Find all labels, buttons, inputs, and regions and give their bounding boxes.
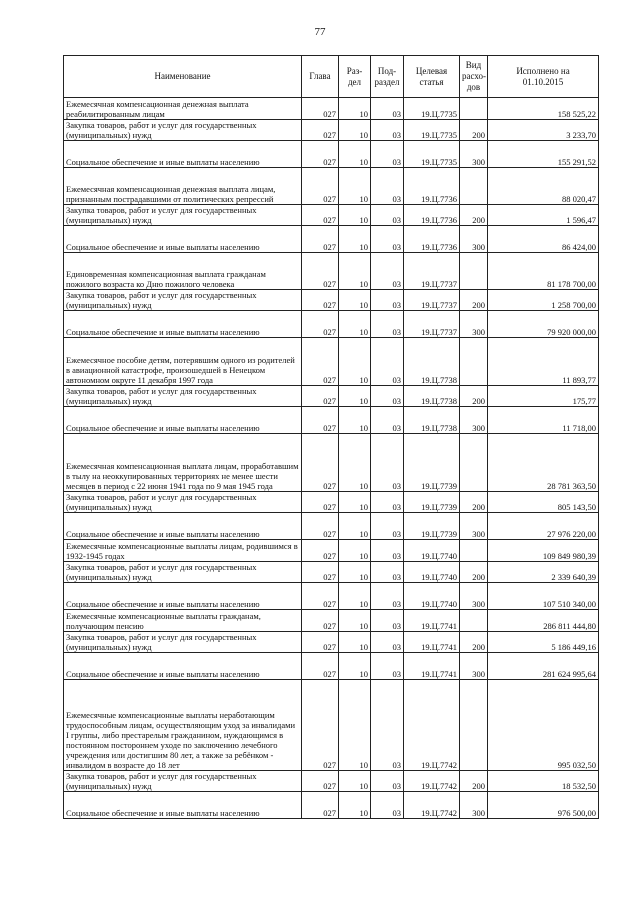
row-name-text: Ежемесячные компенсационные выплаты лицам, родившимся в 1932-1945 годах [66, 541, 298, 561]
table-row [64, 792, 599, 819]
row-name-text: Ежемесячная компенсационная денежная выплата реабилитированным лицам [66, 99, 249, 119]
header-expense-type: Вид расхо- дов [460, 56, 488, 98]
row-target: 19.Ц.7742 [404, 680, 460, 771]
row-subsection: 03 [371, 610, 404, 632]
row-expense-type: 200 [460, 771, 488, 792]
row-chapter: 027 [302, 98, 339, 120]
row-expense-type: 300 [460, 226, 488, 253]
row-name-text: Закупка товаров, работ и услуг для государственных (муниципальных) нужд [66, 386, 257, 406]
table-row [64, 386, 599, 407]
table-row [64, 513, 599, 540]
row-chapter: 027 [302, 632, 339, 653]
row-executed: 27 976 220,00 [488, 513, 599, 540]
row-name-text: Единовременная компенсационная выплата гражданам пожилого возраста ко Дню пожилого человека [66, 269, 266, 289]
table-row [64, 311, 599, 338]
row-name-text: Социальное обеспечение и иные выплаты населению [66, 529, 260, 539]
row-chapter: 027 [302, 653, 339, 680]
row-name [64, 98, 302, 120]
row-executed: 18 532,50 [488, 771, 599, 792]
table-row [64, 253, 599, 290]
row-expense-type [460, 680, 488, 771]
table-header-row [64, 56, 599, 98]
row-name-text: Ежемесячные компенсационные выплаты гражданам, получающим пенсию [66, 611, 261, 631]
row-chapter: 027 [302, 290, 339, 311]
row-executed: 155 291,52 [488, 141, 599, 168]
row-name-text: Закупка товаров, работ и услуг для государственных (муниципальных) нужд [66, 771, 257, 791]
row-name-text: Закупка товаров, работ и услуг для государственных (муниципальных) нужд [66, 120, 257, 140]
row-expense-type [460, 610, 488, 632]
row-target: 19.Ц.7741 [404, 632, 460, 653]
row-subsection: 03 [371, 120, 404, 141]
row-section: 10 [339, 771, 371, 792]
row-section: 10 [339, 583, 371, 610]
table-row [64, 407, 599, 434]
row-name-text: Социальное обеспечение и иные выплаты населению [66, 808, 260, 818]
row-subsection: 03 [371, 226, 404, 253]
row-name-text: Закупка товаров, работ и услуг для государственных (муниципальных) нужд [66, 290, 257, 310]
row-expense-type: 300 [460, 583, 488, 610]
budget-execution-table [63, 55, 599, 819]
row-target: 19.Ц.7737 [404, 290, 460, 311]
row-section: 10 [339, 680, 371, 771]
row-expense-type: 200 [460, 492, 488, 513]
row-target: 19.Ц.7736 [404, 168, 460, 205]
row-subsection: 03 [371, 562, 404, 583]
row-target: 19.Ц.7735 [404, 98, 460, 120]
row-chapter: 027 [302, 253, 339, 290]
row-name-text: Социальное обеспечение и иные выплаты населению [66, 669, 260, 679]
row-subsection: 03 [371, 792, 404, 819]
row-target: 19.Ц.7740 [404, 562, 460, 583]
row-target: 19.Ц.7742 [404, 771, 460, 792]
row-name [64, 492, 302, 513]
table-row [64, 141, 599, 168]
row-name [64, 407, 302, 434]
row-section: 10 [339, 407, 371, 434]
table-row [64, 562, 599, 583]
header-subsection: Под- раздел [371, 56, 404, 98]
row-name [64, 168, 302, 205]
table-row [64, 338, 599, 386]
row-name-text: Социальное обеспечение и иные выплаты населению [66, 423, 260, 433]
row-subsection: 03 [371, 540, 404, 562]
row-executed: 281 624 995,64 [488, 653, 599, 680]
row-subsection: 03 [371, 338, 404, 386]
row-executed: 11 893,77 [488, 338, 599, 386]
row-section: 10 [339, 168, 371, 205]
table-row [64, 98, 599, 120]
row-executed: 995 032,50 [488, 680, 599, 771]
row-name [64, 792, 302, 819]
row-section: 10 [339, 562, 371, 583]
table-row [64, 290, 599, 311]
row-expense-type: 300 [460, 141, 488, 168]
row-expense-type: 200 [460, 632, 488, 653]
row-name [64, 513, 302, 540]
row-executed: 3 233,70 [488, 120, 599, 141]
row-executed: 5 186 449,16 [488, 632, 599, 653]
row-target: 19.Ц.7738 [404, 407, 460, 434]
row-target: 19.Ц.7739 [404, 434, 460, 492]
row-name-text: Закупка товаров, работ и услуг для государственных (муниципальных) нужд [66, 562, 257, 582]
row-expense-type [460, 253, 488, 290]
row-target: 19.Ц.7742 [404, 792, 460, 819]
row-subsection: 03 [371, 513, 404, 540]
row-section: 10 [339, 434, 371, 492]
row-name-text: Социальное обеспечение и иные выплаты населению [66, 327, 260, 337]
row-target: 19.Ц.7736 [404, 205, 460, 226]
row-section: 10 [339, 290, 371, 311]
row-chapter: 027 [302, 792, 339, 819]
table-row [64, 632, 599, 653]
page-number: 77 [314, 26, 326, 38]
row-expense-type: 300 [460, 311, 488, 338]
row-expense-type [460, 540, 488, 562]
table-row [64, 226, 599, 253]
row-name-text: Ежемесячные компенсационные выплаты неработающим трудоспособным лицам, осуществляющим уход за инвалидами I группы, либо престарелым гражданином, нуждающимся в постоянном постороннем уходе по заключению лечебного учреждения или достигшим 80 лет, а также за ребёнком - инвалидом в возрасте до 18 лет [66, 710, 296, 770]
row-name [64, 653, 302, 680]
row-section: 10 [339, 513, 371, 540]
table-row [64, 492, 599, 513]
row-name [64, 680, 302, 771]
row-name [64, 610, 302, 632]
row-target: 19.Ц.7735 [404, 120, 460, 141]
row-executed: 86 424,00 [488, 226, 599, 253]
row-name [64, 583, 302, 610]
row-name [64, 562, 302, 583]
row-chapter: 027 [302, 583, 339, 610]
row-expense-type: 200 [460, 562, 488, 583]
table-row [64, 771, 599, 792]
row-section: 10 [339, 141, 371, 168]
row-chapter: 027 [302, 610, 339, 632]
row-subsection: 03 [371, 632, 404, 653]
row-chapter: 027 [302, 168, 339, 205]
row-section: 10 [339, 653, 371, 680]
row-expense-type [460, 98, 488, 120]
row-section: 10 [339, 205, 371, 226]
row-section: 10 [339, 120, 371, 141]
row-target: 19.Ц.7740 [404, 583, 460, 610]
table-row [64, 583, 599, 610]
table-row [64, 610, 599, 632]
table-row [64, 680, 599, 771]
row-executed: 976 500,00 [488, 792, 599, 819]
row-target: 19.Ц.7738 [404, 338, 460, 386]
row-executed: 2 339 640,39 [488, 562, 599, 583]
row-expense-type: 200 [460, 205, 488, 226]
row-target: 19.Ц.7741 [404, 653, 460, 680]
row-subsection: 03 [371, 434, 404, 492]
row-subsection: 03 [371, 407, 404, 434]
row-target: 19.Ц.7735 [404, 141, 460, 168]
row-chapter: 027 [302, 513, 339, 540]
row-section: 10 [339, 386, 371, 407]
row-executed: 158 525,22 [488, 98, 599, 120]
row-chapter: 027 [302, 562, 339, 583]
row-target: 19.Ц.7741 [404, 610, 460, 632]
row-target: 19.Ц.7738 [404, 386, 460, 407]
row-name [64, 771, 302, 792]
table-row [64, 653, 599, 680]
row-name-text: Социальное обеспечение и иные выплаты населению [66, 157, 260, 167]
row-expense-type: 200 [460, 120, 488, 141]
row-name [64, 632, 302, 653]
row-executed: 109 849 980,39 [488, 540, 599, 562]
row-section: 10 [339, 311, 371, 338]
row-subsection: 03 [371, 168, 404, 205]
row-name [64, 434, 302, 492]
header-name: Наименование [64, 56, 302, 98]
row-subsection: 03 [371, 386, 404, 407]
row-subsection: 03 [371, 290, 404, 311]
row-name [64, 338, 302, 386]
row-executed: 79 920 000,00 [488, 311, 599, 338]
row-name [64, 540, 302, 562]
row-section: 10 [339, 492, 371, 513]
row-name [64, 386, 302, 407]
row-executed: 81 178 700,00 [488, 253, 599, 290]
row-subsection: 03 [371, 771, 404, 792]
row-name-text: Ежемесячная компенсационная выплата лицам, проработавшим в тылу на неоккупированных территориях не менее шести месяцев в период с 22 июня 1941 года по 9 мая 1945 года [66, 461, 299, 491]
row-target: 19.Ц.7737 [404, 311, 460, 338]
row-chapter: 027 [302, 407, 339, 434]
row-name [64, 120, 302, 141]
table-row [64, 120, 599, 141]
row-name-text: Ежемесячная компенсационная денежная выплата лицам, признанным пострадавшими от политических репрессий [66, 184, 276, 204]
row-name-text: Закупка товаров, работ и услуг для государственных (муниципальных) нужд [66, 632, 257, 652]
row-chapter: 027 [302, 311, 339, 338]
row-section: 10 [339, 98, 371, 120]
row-target: 19.Ц.7737 [404, 253, 460, 290]
row-name [64, 253, 302, 290]
row-expense-type: 300 [460, 653, 488, 680]
row-section: 10 [339, 338, 371, 386]
row-chapter: 027 [302, 771, 339, 792]
row-chapter: 027 [302, 205, 339, 226]
row-subsection: 03 [371, 141, 404, 168]
header-target: Целевая статья [404, 56, 460, 98]
row-chapter: 027 [302, 141, 339, 168]
header-chapter: Глава [302, 56, 339, 98]
row-expense-type [460, 338, 488, 386]
row-expense-type: 200 [460, 290, 488, 311]
row-executed: 11 718,00 [488, 407, 599, 434]
row-section: 10 [339, 540, 371, 562]
row-subsection: 03 [371, 205, 404, 226]
row-chapter: 027 [302, 492, 339, 513]
row-subsection: 03 [371, 653, 404, 680]
row-name-text: Закупка товаров, работ и услуг для государственных (муниципальных) нужд [66, 205, 257, 225]
row-executed: 1 258 700,00 [488, 290, 599, 311]
row-executed: 28 781 363,50 [488, 434, 599, 492]
row-expense-type [460, 434, 488, 492]
row-executed: 88 020,47 [488, 168, 599, 205]
row-executed: 805 143,50 [488, 492, 599, 513]
table-row [64, 205, 599, 226]
row-name [64, 226, 302, 253]
row-expense-type: 200 [460, 386, 488, 407]
row-chapter: 027 [302, 338, 339, 386]
row-executed: 286 811 444,80 [488, 610, 599, 632]
row-subsection: 03 [371, 311, 404, 338]
row-section: 10 [339, 792, 371, 819]
row-executed: 175,77 [488, 386, 599, 407]
row-target: 19.Ц.7739 [404, 513, 460, 540]
row-name [64, 311, 302, 338]
row-chapter: 027 [302, 540, 339, 562]
table-body [64, 98, 599, 819]
row-subsection: 03 [371, 98, 404, 120]
row-name-text: Закупка товаров, работ и услуг для государственных (муниципальных) нужд [66, 492, 257, 512]
row-expense-type: 300 [460, 792, 488, 819]
row-chapter: 027 [302, 120, 339, 141]
row-target: 19.Ц.7739 [404, 492, 460, 513]
row-name [64, 290, 302, 311]
row-section: 10 [339, 226, 371, 253]
row-subsection: 03 [371, 492, 404, 513]
row-chapter: 027 [302, 386, 339, 407]
row-executed: 1 596,47 [488, 205, 599, 226]
row-executed: 107 510 340,00 [488, 583, 599, 610]
row-target: 19.Ц.7736 [404, 226, 460, 253]
row-section: 10 [339, 253, 371, 290]
row-name [64, 141, 302, 168]
row-target: 19.Ц.7740 [404, 540, 460, 562]
row-expense-type [460, 168, 488, 205]
row-name-text: Социальное обеспечение и иные выплаты населению [66, 242, 260, 252]
row-section: 10 [339, 632, 371, 653]
row-expense-type: 300 [460, 407, 488, 434]
row-chapter: 027 [302, 434, 339, 492]
table-row [64, 434, 599, 492]
row-section: 10 [339, 610, 371, 632]
row-subsection: 03 [371, 253, 404, 290]
header-section: Раз- дел [339, 56, 371, 98]
row-chapter: 027 [302, 680, 339, 771]
row-name-text: Социальное обеспечение и иные выплаты населению [66, 599, 260, 609]
table-row [64, 540, 599, 562]
row-name [64, 205, 302, 226]
row-subsection: 03 [371, 583, 404, 610]
row-name-text: Ежемесячное пособие детям, потерявшим одного из родителей в авиационной катастрофе, произошедшей в Ненецком автономном округе 11 декабря 1997 года [66, 355, 295, 385]
table-row [64, 168, 599, 205]
row-expense-type: 300 [460, 513, 488, 540]
header-executed: Исполнено на 01.10.2015 [488, 56, 599, 98]
row-subsection: 03 [371, 680, 404, 771]
row-chapter: 027 [302, 226, 339, 253]
